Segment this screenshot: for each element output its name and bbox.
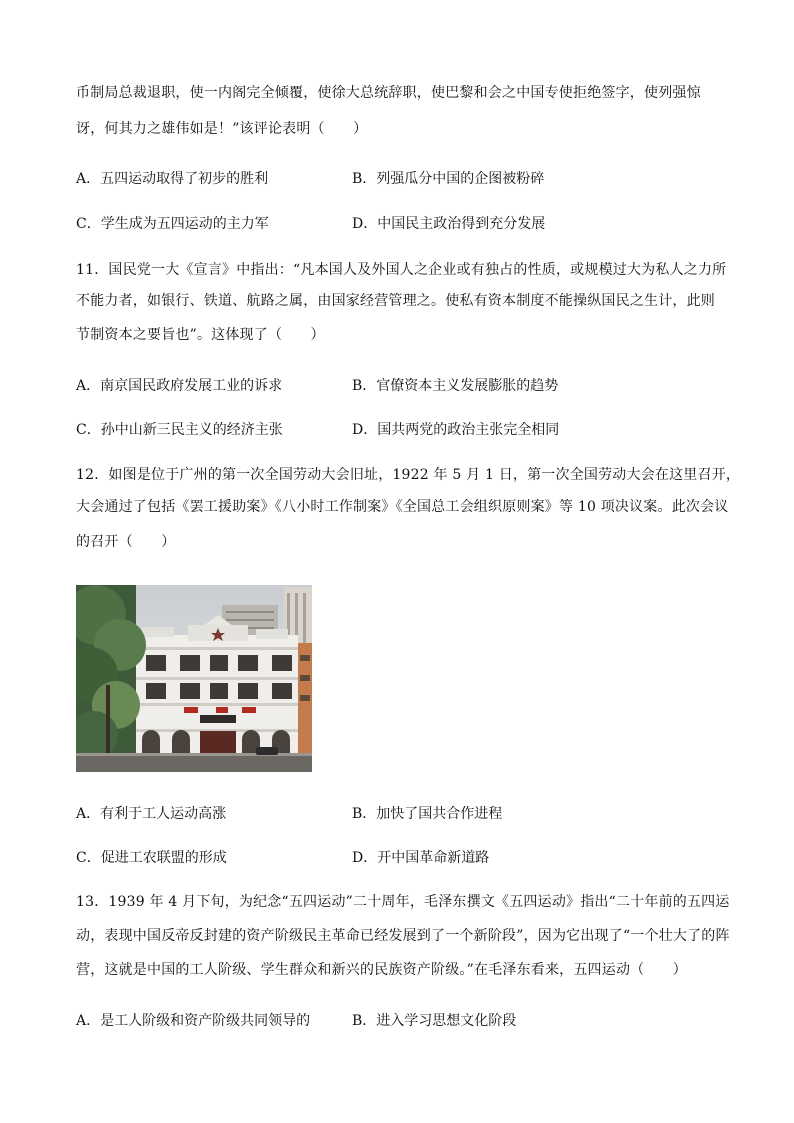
- q11-option-c: C．孙中山新三民主义的经济主张: [76, 422, 283, 438]
- q11-text-line-3: 节制资本之要旨也”。这体现了（ ）: [76, 327, 325, 343]
- q12-option-d: D．开中国革命新道路: [352, 850, 490, 866]
- q10-option-a: A．五四运动取得了初步的胜利: [76, 171, 269, 187]
- q11-option-b: B．官僚资本主义发展膨胀的趋势: [352, 378, 559, 394]
- q10-option-c: C．学生成为五四运动的主力军: [76, 216, 269, 232]
- q11-option-d: D．国共两党的政治主张完全相同: [352, 422, 560, 438]
- q12-text-line-3: 的召开（ ）: [76, 534, 176, 550]
- labor-congress-site-photo: [76, 585, 312, 772]
- q13-text-line-1: 13．1939 年 4 月下旬，为纪念“五四运动”二十周年，毛泽东撰文《五四运动》指出“二十年前的五四运: [76, 894, 730, 910]
- q12-option-a: A．有利于工人运动高涨: [76, 806, 227, 822]
- q11-text-line-1: 11．国民党一大《宣言》中指出：“凡本国人及外国人之企业或有独占的性质，或规模过大为私人之力所: [76, 262, 727, 278]
- q13-text-line-3: 营，这就是中国的工人阶级、学生群众和新兴的民族资产阶级。”在毛泽东看来，五四运动（ ）: [76, 962, 687, 978]
- q10-option-d: D．中国民主政治得到充分发展: [352, 216, 546, 232]
- q12-text-line-1: 12．如图是位于广州的第一次全国劳动大会旧址，1922 年 5 月 1 日，第一次全国劳动大会在这里召开，: [76, 467, 741, 483]
- q13-text-line-2: 动，表现中国反帝反封建的资产阶级民主革命已经发展到了一个新阶段”，因为它出现了“一个壮大了的阵: [76, 928, 730, 944]
- q10-text-line-2: 讶，何其力之雄伟如是！”该评论表明（ ）: [76, 121, 368, 137]
- q11-option-a: A．南京国民政府发展工业的诉求: [76, 378, 283, 394]
- q12-option-b: B．加快了国共合作进程: [352, 806, 503, 822]
- q10-option-b: B．列强瓜分中国的企图被粉碎: [352, 171, 545, 187]
- q12-option-c: C．促进工农联盟的形成: [76, 850, 227, 866]
- q13-option-b: B．进入学习思想文化阶段: [352, 1013, 517, 1029]
- q10-text-line-1: 币制局总裁退职，使一内阁完全倾覆，使徐大总统辞职，使巴黎和会之中国专使拒绝签字，使列强惊: [76, 85, 701, 101]
- q11-text-line-2: 不能力者，如银行、铁道、航路之属，由国家经营管理之。使私有资本制度不能操纵国民之生计，此则: [76, 293, 715, 309]
- q13-option-a: A．是工人阶级和资产阶级共同领导的: [76, 1013, 311, 1029]
- q12-text-line-2: 大会通过了包括《罢工援助案》《八小时工作制案》《全国总工会组织原则案》等 10 项决议案。此次会议: [76, 499, 729, 515]
